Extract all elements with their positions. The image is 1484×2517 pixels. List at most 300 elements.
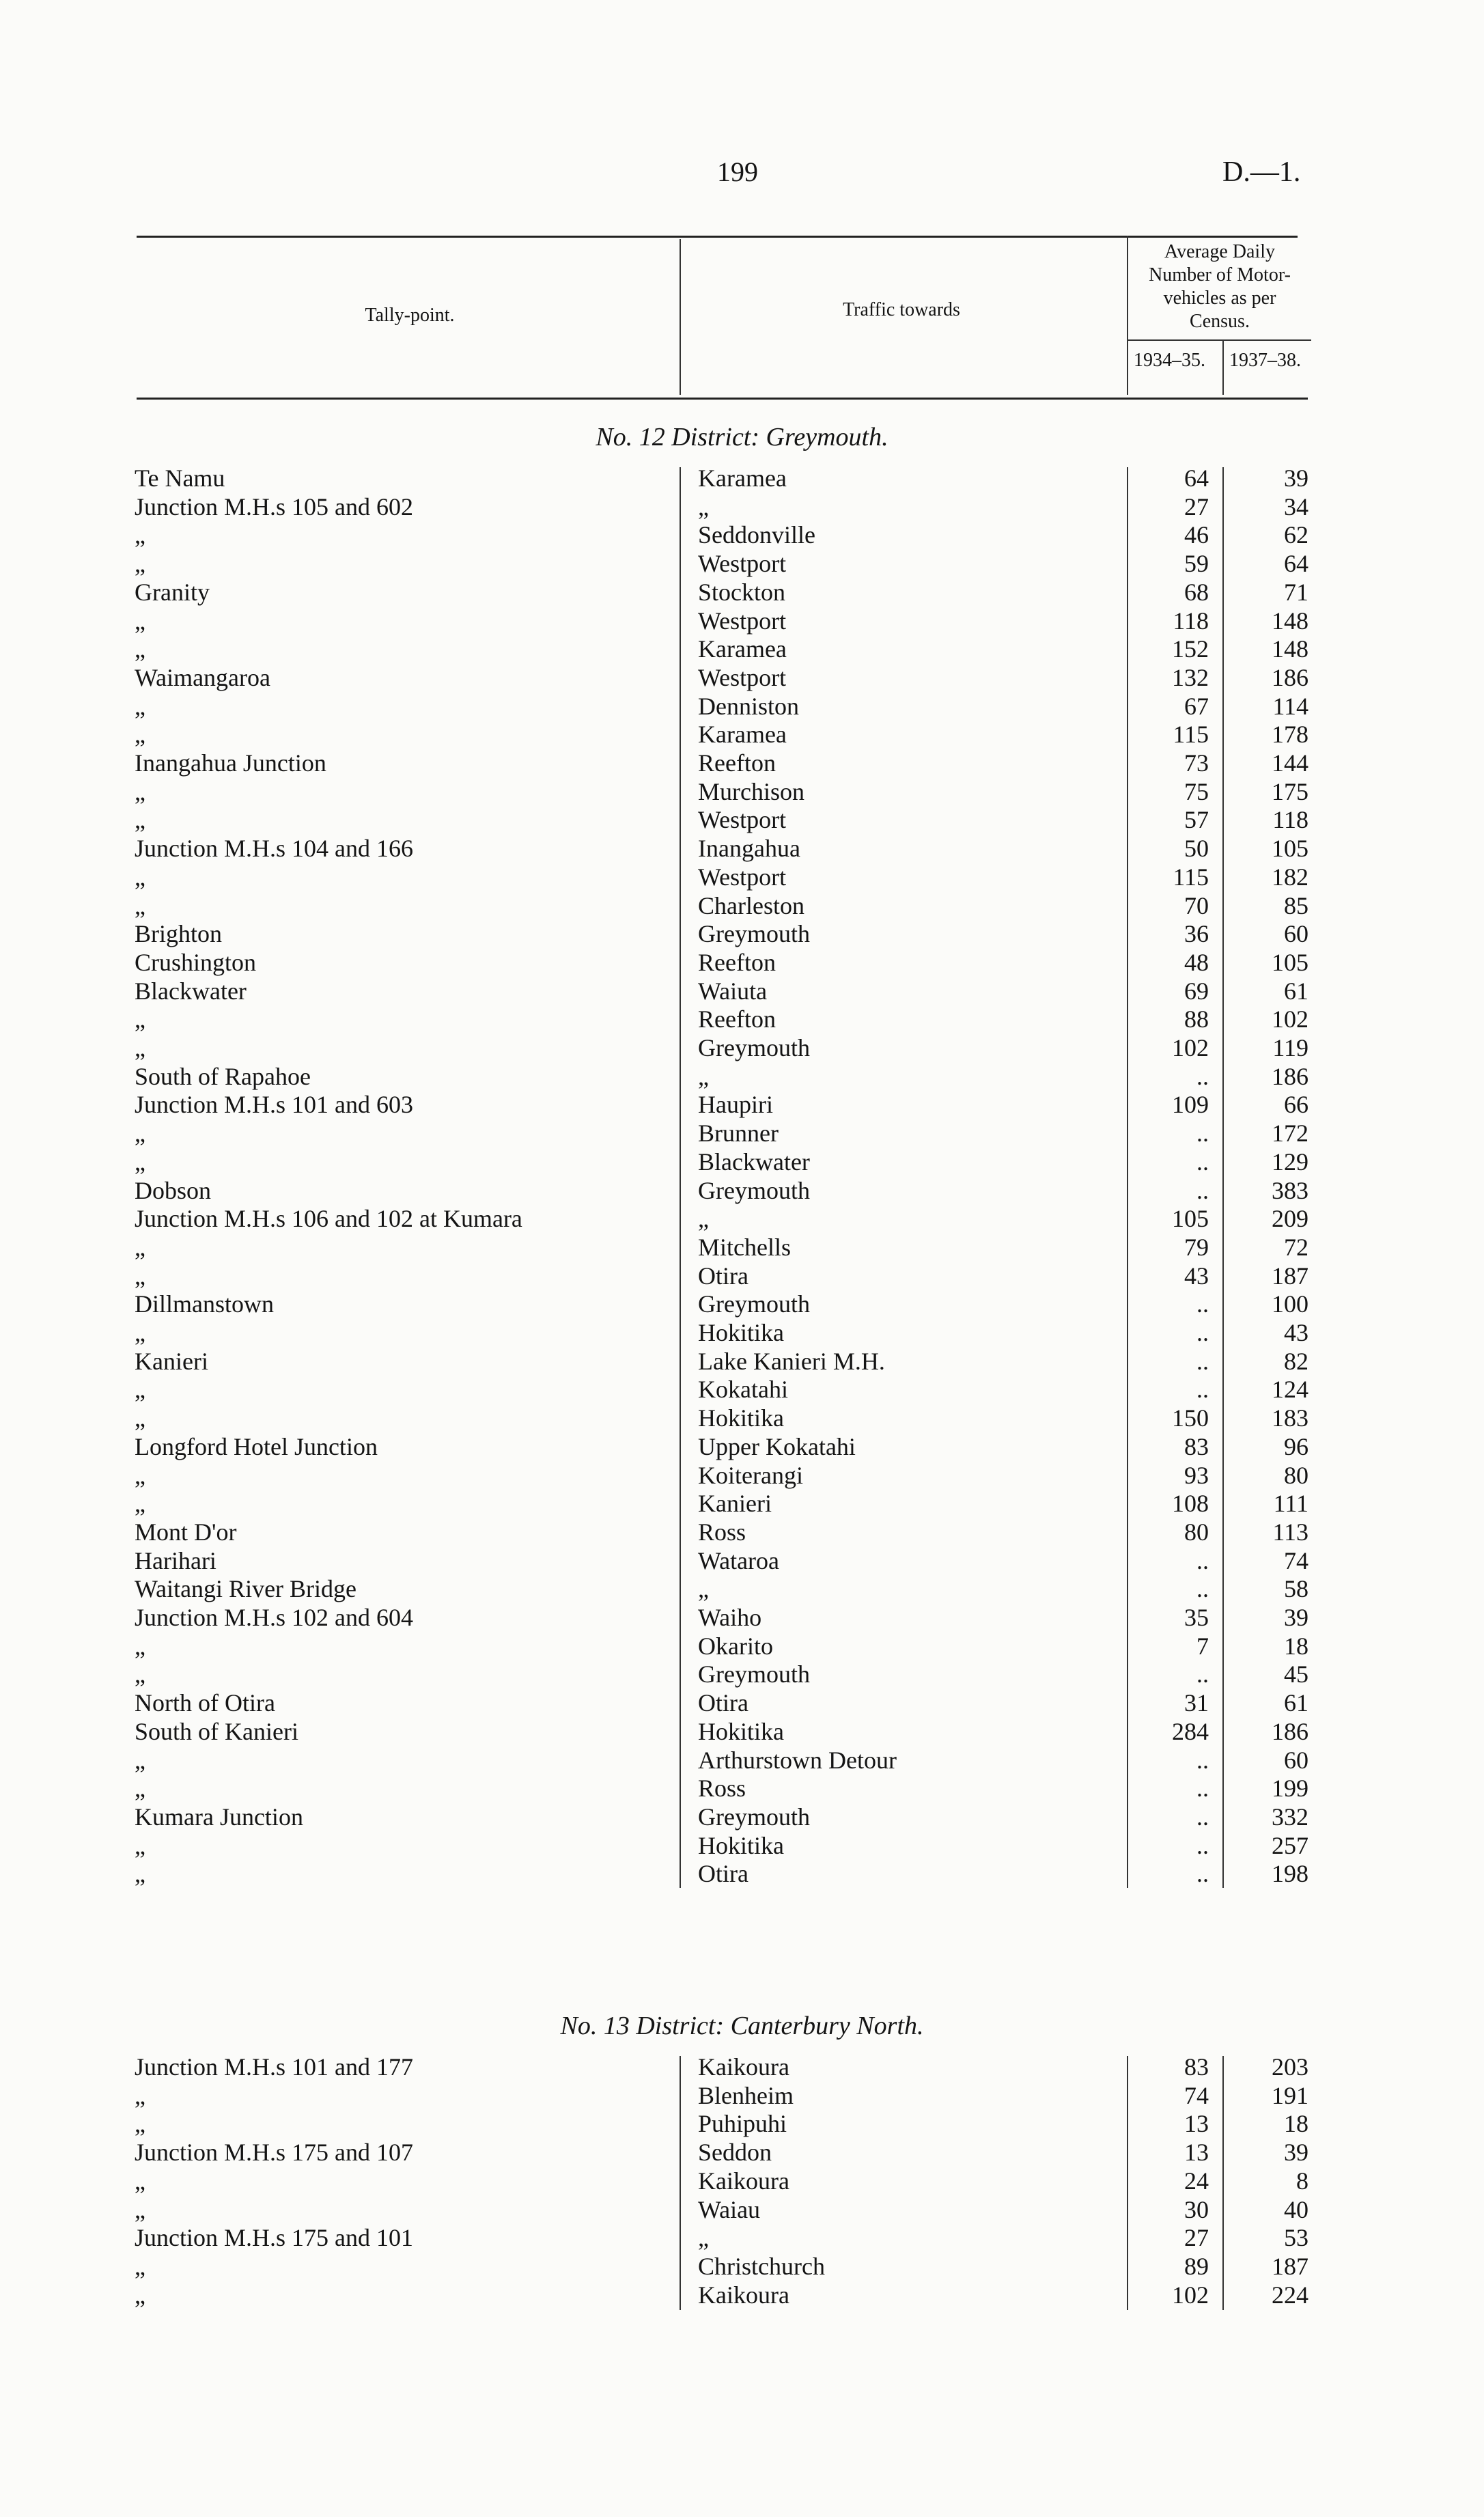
tally-point-cell: „ — [135, 891, 145, 919]
count-1937-38-cell: 105 — [1272, 835, 1308, 863]
header-bottom-rule — [137, 398, 1308, 400]
count-1937-38-cell: 39 — [1284, 2139, 1308, 2167]
count-1934-35-cell: 59 — [1184, 550, 1209, 578]
table-row — [0, 1575, 1484, 1603]
tally-point-cell: Waitangi River Bridge — [135, 1575, 357, 1603]
table-row — [0, 1120, 1484, 1148]
traffic-towards-cell: Otira — [698, 1262, 748, 1290]
traffic-towards-cell: Christchurch — [698, 2252, 825, 2280]
table-row — [0, 1803, 1484, 1831]
table-row — [0, 749, 1484, 777]
tally-point-cell: „ — [135, 607, 145, 635]
count-1937-38-cell: 53 — [1284, 2224, 1308, 2252]
count-1937-38-cell: 144 — [1272, 749, 1308, 777]
count-1937-38-cell: 74 — [1284, 1546, 1308, 1574]
header-sub-rule — [1128, 339, 1311, 341]
count-1937-38-cell: 62 — [1284, 521, 1308, 549]
count-1937-38-cell: 34 — [1284, 492, 1308, 520]
traffic-towards-cell: Greymouth — [698, 1290, 810, 1318]
count-1934-35-cell: 43 — [1184, 1262, 1209, 1290]
count-1937-38-cell: 199 — [1272, 1775, 1308, 1803]
count-1937-38-cell: 72 — [1284, 1233, 1308, 1261]
tally-point-cell: Junction M.H.s 101 and 603 — [135, 1091, 413, 1119]
traffic-towards-cell: Kaikoura — [698, 2281, 789, 2309]
traffic-towards-cell: Mitchells — [698, 1233, 791, 1261]
count-1937-38-cell: 18 — [1284, 1632, 1308, 1660]
count-1934-35-cell: 67 — [1184, 692, 1209, 720]
traffic-towards-cell: Lake Kanieri M.H. — [698, 1347, 885, 1375]
count-1934-35-cell: 68 — [1184, 578, 1209, 606]
count-1934-35-cell: 132 — [1172, 663, 1209, 691]
tally-point-cell: Longford Hotel Junction — [135, 1432, 378, 1460]
count-1937-38-cell: 71 — [1284, 578, 1308, 606]
count-1934-35-cell: .. — [1196, 1746, 1209, 1774]
traffic-towards-cell: Ross — [698, 1518, 746, 1546]
table-row — [0, 493, 1484, 521]
table-row — [0, 1404, 1484, 1432]
traffic-towards-cell: Greymouth — [698, 1034, 810, 1061]
count-1934-35-cell: 79 — [1184, 1233, 1209, 1261]
tally-point-cell: Granity — [135, 578, 210, 606]
traffic-towards-cell: Wataroa — [698, 1546, 780, 1574]
table-row — [0, 1747, 1484, 1775]
count-1934-35-cell: 284 — [1172, 1717, 1209, 1745]
tally-point-cell: „ — [135, 1034, 145, 1061]
tally-point-cell: Inangahua Junction — [135, 749, 326, 777]
count-1937-38-cell: 85 — [1284, 891, 1308, 919]
table-row — [0, 2139, 1484, 2167]
tally-point-cell: „ — [135, 1660, 145, 1688]
count-1934-35-cell: 30 — [1184, 2195, 1209, 2223]
table-row — [0, 1319, 1484, 1347]
table-row — [0, 1689, 1484, 1717]
count-1937-38-cell: 105 — [1272, 948, 1308, 976]
count-1937-38-cell: 80 — [1284, 1461, 1308, 1489]
count-1934-35-cell: 57 — [1184, 806, 1209, 834]
count-1934-35-cell: .. — [1196, 1775, 1209, 1803]
table-row — [0, 1148, 1484, 1176]
tally-point-cell: „ — [135, 2081, 145, 2109]
count-1937-38-cell: 61 — [1284, 1689, 1308, 1717]
count-1934-35-cell: 118 — [1173, 607, 1209, 635]
count-1937-38-cell: 118 — [1272, 806, 1308, 834]
traffic-towards-cell: Kaikoura — [698, 2167, 789, 2195]
count-1937-38-cell: 64 — [1284, 550, 1308, 578]
tally-point-cell: Junction M.H.s 106 and 102 at Kumara — [135, 1205, 522, 1233]
traffic-towards-cell: Reefton — [698, 1005, 776, 1033]
count-1934-35-cell: 74 — [1184, 2081, 1209, 2109]
traffic-towards-cell: Karamea — [698, 464, 787, 492]
header-year-1: 1934–35. — [1134, 350, 1205, 371]
header-traffic-towards: Traffic towards — [843, 299, 960, 320]
tally-point-cell: „ — [135, 1376, 145, 1404]
traffic-towards-cell: Greymouth — [698, 1660, 810, 1688]
table-row — [0, 1262, 1484, 1290]
tally-point-cell: Junction M.H.s 175 and 101 — [135, 2224, 413, 2252]
count-1937-38-cell: 60 — [1284, 920, 1308, 948]
tally-point-cell: Junction M.H.s 102 and 604 — [135, 1604, 413, 1631]
count-1934-35-cell: 83 — [1184, 1432, 1209, 1460]
tally-point-cell: „ — [135, 2252, 145, 2280]
table-row — [0, 1518, 1484, 1546]
count-1934-35-cell: 46 — [1184, 521, 1209, 549]
count-1934-35-cell: 83 — [1184, 2053, 1209, 2081]
count-1937-38-cell: 39 — [1284, 464, 1308, 492]
count-1937-38-cell: 186 — [1272, 1717, 1308, 1745]
count-1934-35-cell: .. — [1196, 1148, 1209, 1176]
table-row — [0, 721, 1484, 749]
count-1937-38-cell: 66 — [1284, 1091, 1308, 1119]
traffic-towards-cell: „ — [698, 2224, 709, 2252]
count-1934-35-cell: 102 — [1172, 1034, 1209, 1061]
tally-point-cell: Junction M.H.s 101 and 177 — [135, 2053, 413, 2081]
table-row — [0, 1547, 1484, 1575]
header-avg-line-3: vehicles as per — [1163, 288, 1276, 309]
tally-point-cell: „ — [135, 1746, 145, 1774]
table-row — [0, 2053, 1484, 2081]
count-1937-38-cell: 124 — [1272, 1376, 1308, 1404]
count-1937-38-cell: 60 — [1284, 1746, 1308, 1774]
table-row — [0, 2167, 1484, 2195]
table-row — [0, 1718, 1484, 1746]
count-1934-35-cell: 50 — [1184, 835, 1209, 863]
tally-point-cell: „ — [135, 1860, 145, 1888]
header-divider-1 — [680, 239, 681, 395]
traffic-towards-cell: Otira — [698, 1860, 748, 1888]
table-row — [0, 664, 1484, 692]
tally-point-cell: Junction M.H.s 104 and 166 — [135, 835, 413, 863]
table-row — [0, 1234, 1484, 1262]
tally-point-cell: „ — [135, 1005, 145, 1033]
tally-point-cell: Waimangaroa — [135, 663, 271, 691]
tally-point-cell: Kanieri — [135, 1347, 208, 1375]
count-1934-35-cell: .. — [1196, 1546, 1209, 1574]
tally-point-cell: „ — [135, 550, 145, 578]
count-1934-35-cell: 102 — [1172, 2281, 1209, 2309]
count-1934-35-cell: 88 — [1184, 1005, 1209, 1033]
table-row — [0, 635, 1484, 663]
tally-point-cell: Junction M.H.s 175 and 107 — [135, 2139, 413, 2167]
count-1937-38-cell: 183 — [1272, 1404, 1308, 1432]
traffic-towards-cell: Puhipuhi — [698, 2110, 787, 2138]
traffic-towards-cell: Kanieri — [698, 1490, 772, 1518]
traffic-towards-cell: Seddon — [698, 2139, 772, 2167]
page-reference: D.—1. — [1222, 156, 1301, 188]
table-row — [0, 1376, 1484, 1404]
table-row — [0, 892, 1484, 920]
header-avg-line-1: Average Daily — [1164, 241, 1275, 262]
count-1934-35-cell: 24 — [1184, 2167, 1209, 2195]
table-row — [0, 1205, 1484, 1233]
traffic-towards-cell: Otira — [698, 1689, 748, 1717]
traffic-towards-cell: Kaikoura — [698, 2053, 789, 2081]
count-1934-35-cell: 69 — [1184, 977, 1209, 1005]
tally-point-cell: North of Otira — [135, 1689, 275, 1717]
table-row — [0, 949, 1484, 977]
traffic-towards-cell: Greymouth — [698, 920, 810, 948]
table-row — [0, 2224, 1484, 2252]
count-1937-38-cell: 186 — [1272, 1062, 1308, 1090]
traffic-towards-cell: „ — [698, 1062, 709, 1090]
traffic-towards-cell: Westport — [698, 607, 787, 635]
traffic-towards-cell: Westport — [698, 863, 787, 891]
district-13-divider-years — [1222, 2056, 1224, 2310]
table-row — [0, 1091, 1484, 1119]
table-row — [0, 1348, 1484, 1376]
tally-point-cell: „ — [135, 1490, 145, 1518]
count-1937-38-cell: 18 — [1284, 2110, 1308, 2138]
count-1937-38-cell: 129 — [1272, 1148, 1308, 1176]
tally-point-cell: Kumara Junction — [135, 1803, 303, 1831]
traffic-towards-cell: Denniston — [698, 692, 799, 720]
count-1937-38-cell: 82 — [1284, 1347, 1308, 1375]
table-row — [0, 2281, 1484, 2309]
traffic-towards-cell: Hokitika — [698, 1319, 784, 1346]
header-average-daily — [1128, 240, 1311, 333]
count-1934-35-cell: 152 — [1172, 635, 1209, 663]
traffic-towards-cell: Reefton — [698, 948, 776, 976]
count-1934-35-cell: .. — [1196, 1319, 1209, 1346]
count-1934-35-cell: 115 — [1173, 721, 1209, 749]
tally-point-cell: Blackwater — [135, 977, 247, 1005]
tally-point-cell: „ — [135, 1120, 145, 1148]
count-1937-38-cell: 61 — [1284, 977, 1308, 1005]
tally-point-cell: „ — [135, 1262, 145, 1290]
district-12-divider-years — [1222, 467, 1224, 1888]
count-1934-35-cell: .. — [1196, 1831, 1209, 1859]
count-1937-38-cell: 332 — [1272, 1803, 1308, 1831]
count-1937-38-cell: 209 — [1272, 1205, 1308, 1233]
page-number: 199 — [717, 156, 758, 187]
traffic-towards-cell: Hokitika — [698, 1717, 784, 1745]
table-row — [0, 806, 1484, 834]
count-1934-35-cell: 31 — [1184, 1689, 1209, 1717]
traffic-towards-cell: Hokitika — [698, 1831, 784, 1859]
count-1934-35-cell: .. — [1196, 1290, 1209, 1318]
tally-point-cell: „ — [135, 863, 145, 891]
count-1934-35-cell: 75 — [1184, 777, 1209, 805]
table-row — [0, 1604, 1484, 1632]
tally-point-cell: Harihari — [135, 1546, 216, 1574]
count-1934-35-cell: 7 — [1196, 1632, 1209, 1660]
count-1937-38-cell: 58 — [1284, 1575, 1308, 1603]
count-1937-38-cell: 191 — [1272, 2081, 1308, 2109]
count-1937-38-cell: 178 — [1272, 721, 1308, 749]
tally-point-cell: Junction M.H.s 105 and 602 — [135, 492, 413, 520]
count-1937-38-cell: 96 — [1284, 1432, 1308, 1460]
count-1934-35-cell: 150 — [1172, 1404, 1209, 1432]
tally-point-cell: South of Kanieri — [135, 1717, 298, 1745]
district-13-title: No. 13 District: Canterbury North. — [560, 2012, 924, 2040]
count-1934-35-cell: .. — [1196, 1376, 1209, 1404]
count-1934-35-cell: 48 — [1184, 948, 1209, 976]
table-row — [0, 1660, 1484, 1688]
count-1934-35-cell: 27 — [1184, 2224, 1209, 2252]
count-1937-38-cell: 119 — [1272, 1034, 1308, 1061]
district-12-title: No. 12 District: Greymouth. — [596, 423, 888, 451]
count-1937-38-cell: 148 — [1272, 607, 1308, 635]
table-row — [0, 1034, 1484, 1062]
traffic-towards-cell: Seddonville — [698, 521, 815, 549]
tally-point-cell: „ — [135, 1148, 145, 1176]
tally-point-cell: „ — [135, 521, 145, 549]
tally-point-cell: „ — [135, 2195, 145, 2223]
table-row — [0, 1177, 1484, 1205]
count-1937-38-cell: 172 — [1272, 1120, 1308, 1148]
count-1937-38-cell: 8 — [1296, 2167, 1308, 2195]
tally-point-cell: Dillmanstown — [135, 1290, 274, 1318]
traffic-towards-cell: Koiterangi — [698, 1461, 803, 1489]
tally-point-cell: „ — [135, 1319, 145, 1346]
count-1934-35-cell: 70 — [1184, 891, 1209, 919]
traffic-towards-cell: Stockton — [698, 578, 786, 606]
tally-point-cell: „ — [135, 1233, 145, 1261]
count-1934-35-cell: 13 — [1184, 2110, 1209, 2138]
traffic-towards-cell: Karamea — [698, 635, 787, 663]
tally-point-cell: „ — [135, 806, 145, 834]
count-1937-38-cell: 182 — [1272, 863, 1308, 891]
count-1937-38-cell: 100 — [1272, 1290, 1308, 1318]
header-divider-3 — [1222, 339, 1224, 395]
table-row — [0, 579, 1484, 607]
tally-point-cell: Dobson — [135, 1176, 212, 1204]
count-1937-38-cell: 203 — [1272, 2053, 1308, 2081]
table-row — [0, 464, 1484, 492]
traffic-towards-cell: Blackwater — [698, 1148, 810, 1176]
traffic-towards-cell: Waiho — [698, 1604, 762, 1631]
count-1934-35-cell: 13 — [1184, 2139, 1209, 2167]
count-1937-38-cell: 113 — [1272, 1518, 1308, 1546]
count-1937-38-cell: 257 — [1272, 1831, 1308, 1859]
tally-point-cell: „ — [135, 1461, 145, 1489]
count-1937-38-cell: 186 — [1272, 663, 1308, 691]
table-row — [0, 1290, 1484, 1318]
table-row — [0, 835, 1484, 863]
tally-point-cell: „ — [135, 1831, 145, 1859]
count-1937-38-cell: 175 — [1272, 777, 1308, 805]
count-1934-35-cell: .. — [1196, 1062, 1209, 1090]
count-1934-35-cell: .. — [1196, 1660, 1209, 1688]
count-1934-35-cell: 93 — [1184, 1461, 1209, 1489]
district-12-divider-values — [1127, 467, 1128, 1888]
traffic-towards-cell: Westport — [698, 550, 787, 578]
district-12-divider-traffic — [680, 467, 681, 1888]
tally-point-cell: „ — [135, 692, 145, 720]
table-row — [0, 1462, 1484, 1490]
table-row — [0, 863, 1484, 891]
table-row — [0, 977, 1484, 1005]
header-top-rule — [137, 236, 1298, 238]
count-1934-35-cell: 108 — [1172, 1490, 1209, 1518]
table-row — [0, 1063, 1484, 1091]
table-row — [0, 2110, 1484, 2138]
count-1934-35-cell: 27 — [1184, 492, 1209, 520]
table-row — [0, 2082, 1484, 2110]
count-1934-35-cell: .. — [1196, 1176, 1209, 1204]
traffic-towards-cell: Kokatahi — [698, 1376, 788, 1404]
traffic-towards-cell: Westport — [698, 806, 787, 834]
count-1937-38-cell: 111 — [1273, 1490, 1308, 1518]
count-1934-35-cell: 36 — [1184, 920, 1209, 948]
table-row — [0, 1632, 1484, 1660]
traffic-towards-cell: „ — [698, 1575, 709, 1603]
count-1937-38-cell: 39 — [1284, 1604, 1308, 1631]
count-1934-35-cell: .. — [1196, 1860, 1209, 1888]
count-1934-35-cell: 109 — [1172, 1091, 1209, 1119]
count-1937-38-cell: 383 — [1272, 1176, 1308, 1204]
count-1934-35-cell: .. — [1196, 1803, 1209, 1831]
header-avg-line-4: Census. — [1190, 311, 1250, 332]
traffic-towards-cell: „ — [698, 1205, 709, 1233]
traffic-towards-cell: Waiuta — [698, 977, 768, 1005]
traffic-towards-cell: Okarito — [698, 1632, 773, 1660]
table-row — [0, 2196, 1484, 2224]
header-year-2: 1937–38. — [1229, 350, 1301, 371]
count-1937-38-cell: 187 — [1272, 1262, 1308, 1290]
traffic-towards-cell: Brunner — [698, 1120, 779, 1148]
traffic-towards-cell: Greymouth — [698, 1803, 810, 1831]
table-row — [0, 1433, 1484, 1461]
traffic-towards-cell: „ — [698, 492, 709, 520]
traffic-towards-cell: Haupiri — [698, 1091, 773, 1119]
tally-point-cell: South of Rapahoe — [135, 1062, 311, 1090]
tally-point-cell: „ — [135, 2167, 145, 2195]
traffic-towards-cell: Reefton — [698, 749, 776, 777]
count-1937-38-cell: 102 — [1272, 1005, 1308, 1033]
tally-point-cell: Mont D'or — [135, 1518, 237, 1546]
traffic-towards-cell: Hokitika — [698, 1404, 784, 1432]
header-tally-point: Tally-point. — [365, 305, 455, 326]
district-13-divider-traffic — [680, 2056, 681, 2310]
traffic-towards-cell: Inangahua — [698, 835, 800, 863]
traffic-towards-cell: Blenheim — [698, 2081, 794, 2109]
table-row — [0, 521, 1484, 549]
tally-point-cell: Brighton — [135, 920, 223, 948]
table-row — [0, 1490, 1484, 1518]
count-1937-38-cell: 43 — [1284, 1319, 1308, 1346]
count-1937-38-cell: 114 — [1272, 692, 1308, 720]
district-13-divider-values — [1127, 2056, 1128, 2310]
table-row — [0, 550, 1484, 578]
count-1934-35-cell: .. — [1196, 1575, 1209, 1603]
traffic-towards-cell: Charleston — [698, 891, 804, 919]
count-1937-38-cell: 198 — [1272, 1860, 1308, 1888]
count-1934-35-cell: 89 — [1184, 2252, 1209, 2280]
count-1934-35-cell: 35 — [1184, 1604, 1209, 1631]
traffic-towards-cell: Arthurstown Detour — [698, 1746, 897, 1774]
count-1934-35-cell: .. — [1196, 1347, 1209, 1375]
table-row — [0, 693, 1484, 721]
tally-point-cell: „ — [135, 1632, 145, 1660]
traffic-towards-cell: Waiau — [698, 2195, 761, 2223]
count-1937-38-cell: 45 — [1284, 1660, 1308, 1688]
tally-point-cell: Te Namu — [135, 464, 225, 492]
table-row — [0, 1832, 1484, 1860]
traffic-towards-cell: Upper Kokatahi — [698, 1432, 856, 1460]
tally-point-cell: „ — [135, 2110, 145, 2138]
tally-point-cell: Crushington — [135, 948, 257, 976]
count-1934-35-cell: 115 — [1173, 863, 1209, 891]
tally-point-cell: „ — [135, 1404, 145, 1432]
count-1934-35-cell: 80 — [1184, 1518, 1209, 1546]
tally-point-cell: „ — [135, 635, 145, 663]
tally-point-cell: „ — [135, 2281, 145, 2309]
count-1934-35-cell: .. — [1196, 1120, 1209, 1148]
count-1934-35-cell: 73 — [1184, 749, 1209, 777]
table-row — [0, 1860, 1484, 1888]
traffic-towards-cell: Westport — [698, 663, 787, 691]
table-row — [0, 778, 1484, 806]
